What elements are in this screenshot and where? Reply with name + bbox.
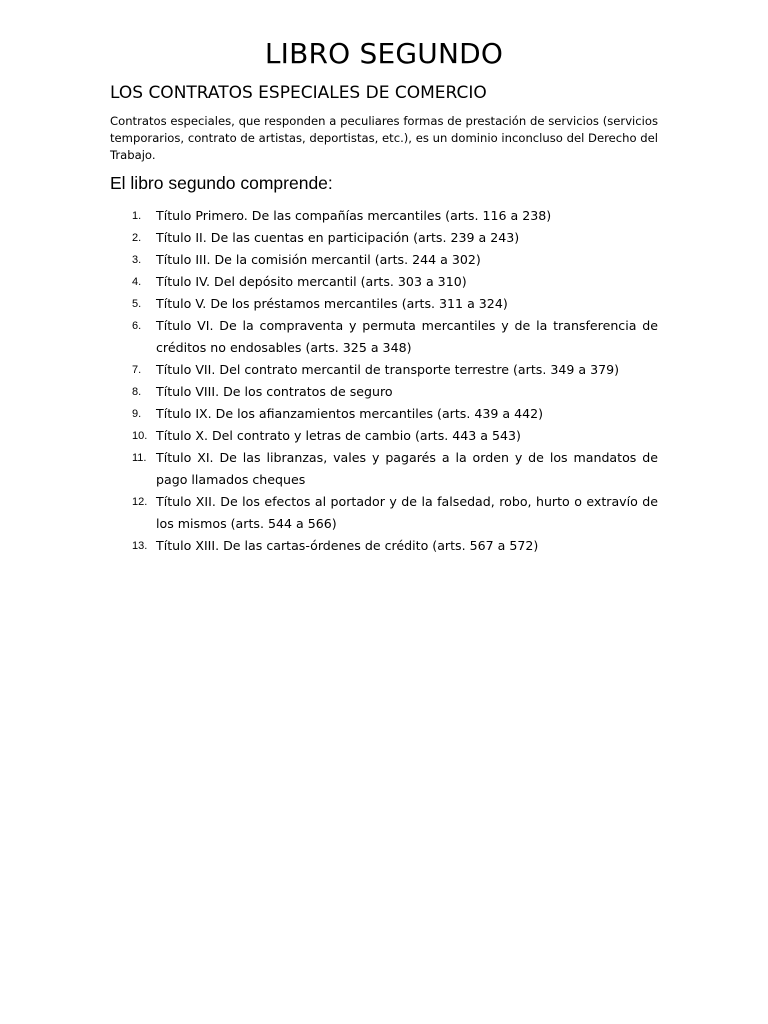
list-item: [110, 293, 658, 315]
list-item-text: Título XIII. De las cartas-órdenes de crédito (arts. 567 a 572): [156, 538, 539, 553]
list-item-text: Título X. Del contrato y letras de cambio (arts. 443 a 543): [156, 428, 521, 443]
list-item-number: 2.: [132, 232, 142, 244]
titles-list: [110, 205, 658, 557]
list-item-number: 9.: [132, 408, 142, 420]
list-item-text: Título III. De la comisión mercantil (arts. 244 a 302): [156, 252, 481, 267]
section-subtitle: LOS CONTRATOS ESPECIALES DE COMERCIO: [110, 83, 487, 103]
list-item-number: 6.: [132, 320, 142, 332]
list-item-text: Título XI. De las libranzas, vales y pagarés a la orden y de los mandatos de pago llamados cheques: [156, 450, 658, 487]
list-item-text: Título VIII. De los contratos de seguro: [156, 384, 393, 399]
list-item: [110, 491, 658, 535]
list-item-number: 11.: [132, 452, 147, 464]
list-item: [110, 205, 658, 227]
list-item: [110, 271, 658, 293]
list-item-text: Título VI. De la compraventa y permuta mercantiles y de la transferencia de créditos no endosables (arts. 325 a 348): [156, 318, 658, 355]
contents-heading: El libro segundo comprende:: [110, 173, 333, 193]
list-item: [110, 315, 658, 359]
list-item: [110, 447, 658, 491]
page-title: LIBRO SEGUNDO: [264, 37, 504, 70]
list-item-number: 5.: [132, 298, 142, 310]
list-item: [110, 381, 658, 403]
list-item-text: Título IV. Del depósito mercantil (arts. 303 a 310): [156, 274, 467, 289]
list-item: [110, 425, 658, 447]
list-item-number: 8.: [132, 386, 142, 398]
list-item: [110, 403, 658, 425]
list-item: [110, 227, 658, 249]
list-item-number: 7.: [132, 364, 142, 376]
list-item-text: Título V. De los préstamos mercantiles (arts. 311 a 324): [156, 296, 508, 311]
intro-paragraph: Contratos especiales, que responden a peculiares formas de prestación de servicios (servicios temporarios, contrato de artistas, deportistas, etc.), es un dominio inconcluso del Derecho del Trabajo.: [110, 114, 658, 162]
list-item-text: Título VII. Del contrato mercantil de transporte terrestre (arts. 349 a 379): [156, 362, 620, 377]
list-item-text: Título XII. De los efectos al portador y de la falsedad, robo, hurto o extravío de los mismos (arts. 544 a 566): [156, 494, 658, 531]
list-item: [110, 359, 658, 381]
list-item-number: 4.: [132, 276, 142, 288]
list-item-text: Título Primero. De las compañías mercantiles (arts. 116 a 238): [156, 208, 552, 223]
list-item-number: 1.: [132, 210, 142, 222]
list-item-text: Título IX. De los afianzamientos mercantiles (arts. 439 a 442): [156, 406, 544, 421]
list-item-number: 3.: [132, 254, 142, 266]
list-item-number: 12.: [132, 496, 148, 508]
list-item-number: 10.: [132, 430, 148, 442]
list-item: [110, 535, 658, 557]
list-item-text: Título II. De las cuentas en participación (arts. 239 a 243): [156, 230, 520, 245]
list-item: [110, 249, 658, 271]
list-item-number: 13.: [132, 540, 148, 552]
